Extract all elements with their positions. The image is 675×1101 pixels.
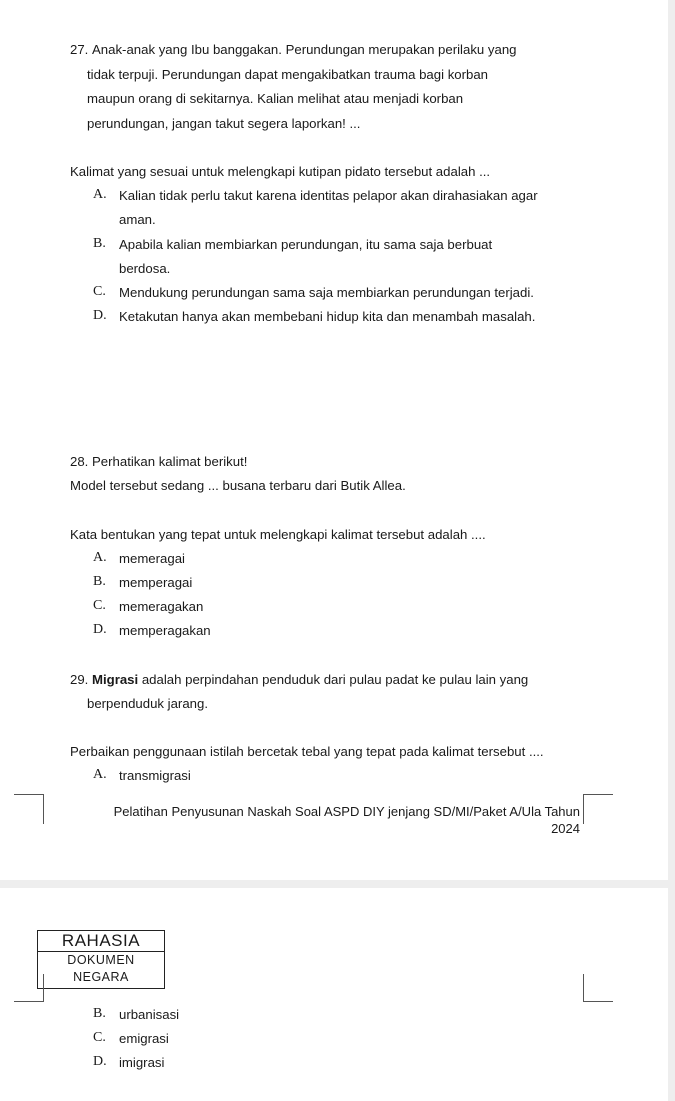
q29-stem-line-2: berpenduduk jarang. bbox=[87, 696, 208, 711]
crop-mark-bottom-left-vertical bbox=[43, 794, 44, 824]
q27-option-b-line-2: berdosa. bbox=[119, 261, 171, 276]
q29-stem-line-1 bbox=[92, 672, 528, 688]
q27-number: 27. bbox=[70, 42, 89, 57]
q28-sentence: Model tersebut sedang ... busana terbaru dari Butik Allea. bbox=[70, 478, 406, 493]
footer-line-1: Pelatihan Penyusunan Naskah Soal ASPD DIY jenjang SD/MI/Paket A/Ula Tahun bbox=[113, 804, 580, 819]
q27-option-b-line-1: Apabila kalian membiarkan perundungan, itu sama saja berbuat bbox=[119, 237, 493, 252]
q28-option-a-letter: A. bbox=[93, 550, 107, 565]
q29-option-a: transmigrasi bbox=[119, 768, 191, 783]
q28-option-a: memeragai bbox=[119, 551, 185, 566]
crop-mark-top-right-horizontal bbox=[583, 1001, 613, 1002]
q28-option-b-letter: B. bbox=[93, 574, 106, 589]
footer-line-2: 2024 bbox=[551, 821, 580, 836]
q27-option-c-letter: C. bbox=[93, 284, 106, 299]
q27-question: Kalimat yang sesuai untuk melengkapi kutipan pidato tersebut adalah ... bbox=[70, 164, 491, 179]
q28-number: 28. bbox=[70, 454, 89, 469]
q29-option-b: urbanisasi bbox=[119, 1007, 180, 1022]
crop-mark-top-left-vertical bbox=[43, 974, 44, 1002]
q28-question: Kata bentukan yang tepat untuk melengkapi kalimat tersebut adalah .... bbox=[70, 527, 486, 542]
q29-option-a-letter: A. bbox=[93, 767, 107, 782]
stamp-line-3: NEGARA bbox=[73, 970, 129, 984]
q28-option-c-letter: C. bbox=[93, 598, 106, 613]
q27-option-d-letter: D. bbox=[93, 308, 107, 323]
q29-question: Perbaikan penggunaan istilah bercetak tebal yang tepat pada kalimat tersebut .... bbox=[70, 744, 544, 759]
q27-stem-line-3: maupun orang di sekitarnya. Kalian melihat atau menjadi korban bbox=[87, 91, 464, 106]
stamp-line-1: RAHASIA bbox=[38, 931, 164, 952]
q27-option-a-line-1: Kalian tidak perlu takut karena identitas pelapor akan dirahasiakan agar bbox=[119, 188, 538, 203]
q27-stem-line-1: Anak-anak yang Ibu banggakan. Perundungan merupakan perilaku yang bbox=[92, 42, 517, 57]
q29-option-c-letter: C. bbox=[93, 1030, 106, 1045]
q27-option-a-line-2: aman. bbox=[119, 212, 156, 227]
q29-option-b-letter: B. bbox=[93, 1006, 106, 1021]
crop-mark-bottom-right-horizontal bbox=[583, 794, 613, 795]
q28-option-b: memperagai bbox=[119, 575, 193, 590]
q27-stem-line-2: tidak terpuji. Perundungan dapat mengakibatkan trauma bagi korban bbox=[87, 67, 489, 82]
crop-mark-top-right-vertical bbox=[583, 974, 584, 1002]
q28-option-c: memeragakan bbox=[119, 599, 204, 614]
crop-mark-bottom-right-vertical bbox=[583, 794, 584, 824]
stamp-line-2: DOKUMEN bbox=[67, 953, 135, 967]
q29-option-d-letter: D. bbox=[93, 1054, 107, 1069]
q29-bold-term: Migrasi bbox=[92, 672, 139, 687]
q27-option-c-line-1: Mendukung perundungan sama saja membiarkan perundungan terjadi. bbox=[119, 285, 534, 300]
q28-option-d-letter: D. bbox=[93, 622, 107, 637]
document-page-2 bbox=[0, 888, 668, 1101]
q29-option-d: imigrasi bbox=[119, 1055, 165, 1070]
q29-stem-rest: adalah perpindahan penduduk dari pulau padat ke pulau lain yang bbox=[141, 672, 529, 687]
q29-number: 29. bbox=[70, 672, 89, 687]
q28-option-d: memperagakan bbox=[119, 623, 211, 638]
q27-option-b-letter: B. bbox=[93, 236, 106, 251]
q27-option-d-line-1: Ketakutan hanya akan membebani hidup kita dan menambah masalah. bbox=[119, 309, 536, 324]
crop-mark-top-left-horizontal bbox=[14, 1001, 44, 1002]
q28-intro: Perhatikan kalimat berikut! bbox=[92, 454, 248, 469]
confidential-stamp bbox=[37, 930, 165, 989]
q27-stem-line-4: perundungan, jangan takut segera laporkan! ... bbox=[87, 116, 361, 131]
q29-option-c: emigrasi bbox=[119, 1031, 169, 1046]
q27-option-a-letter: A. bbox=[93, 187, 107, 202]
crop-mark-bottom-left-horizontal bbox=[14, 794, 44, 795]
